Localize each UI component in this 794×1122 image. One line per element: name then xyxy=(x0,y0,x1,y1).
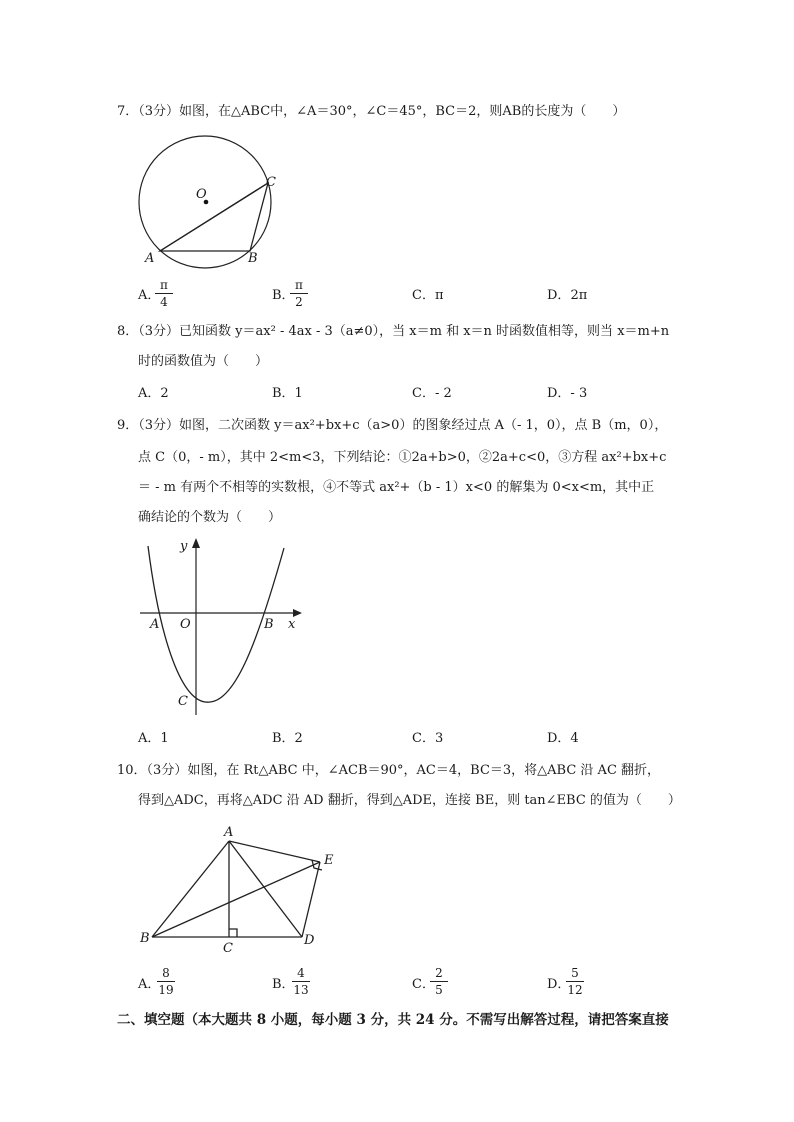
section-2-heading: 二、填空题（本大题共 8 小题，每小题 3 分，共 24 分。不需写出解答过程，请把答案直接 xyxy=(117,1012,669,1028)
q10-option-c-letter: C． xyxy=(412,977,435,992)
label-y: y xyxy=(180,539,188,554)
q9-option-a: A．1 xyxy=(138,731,169,746)
q7-option-b-letter: B． xyxy=(272,288,295,303)
q10-option-b-frac: 4 13 xyxy=(293,966,309,997)
label-x: x xyxy=(288,617,296,632)
q8-stem-1: 8．（3分）已知函数 y＝ax² - 4ax - 3（a≠0），当 x＝m 和 x＝n 时函数值相等，则当 x＝m+n xyxy=(117,324,670,339)
label-a: A xyxy=(145,251,155,266)
label-a: A xyxy=(150,617,160,632)
right-angle-c xyxy=(229,929,237,937)
q10-stem-1: 10．（3分）如图，在 Rt△ABC 中，∠ACB＝90°，AC＝4，BC＝3，将△ABC 沿 AC 翻折， xyxy=(117,763,661,778)
label-b: B xyxy=(140,931,150,946)
q8-option-a: A．2 xyxy=(138,386,169,401)
q10-option-a-letter: A． xyxy=(138,977,161,992)
q9-stem-3: ＝ - m 有两个不相等的实数根，④不等式 ax²+（b - 1）x<0 的解集为 0<x<m，其中正 xyxy=(138,480,655,495)
q10-option-b-letter: B． xyxy=(272,977,295,992)
label-a: A xyxy=(224,825,234,840)
q9-stem-2: 点 C（0，- m），其中 2<m<3，下列结论：①2a+b>0，②2a+c<0，③方程 ax²+bx+c xyxy=(138,450,667,465)
q8-option-c: C．- 2 xyxy=(412,386,452,401)
q10-stem-2: 得到△ADC，再将△ADC 沿 AD 翻折，得到△ADE，连接 BE，则 tan∠EBC 的值为（ ） xyxy=(138,793,681,808)
label-o: O xyxy=(196,187,207,202)
q10-option-c-frac: 2 5 xyxy=(428,966,450,997)
q7-option-c: C．π xyxy=(412,288,444,303)
q7-option-a-frac: π 4 xyxy=(153,278,175,309)
q9-stem-4: 确结论的个数为（ ） xyxy=(138,510,282,525)
segment-de xyxy=(302,862,320,937)
label-c: C xyxy=(266,175,276,190)
segment-be xyxy=(152,862,320,937)
q10-option-d-letter: D． xyxy=(547,977,571,992)
label-o: O xyxy=(180,617,191,632)
q7-option-b-frac: π 2 xyxy=(288,278,310,309)
q8-option-d: D．- 3 xyxy=(547,386,588,401)
label-c: C xyxy=(178,694,188,709)
q7-stem: 7．（3分）如图，在△ABC中，∠A＝30°，∠C＝45°，BC＝2，则AB的长度为（ ） xyxy=(117,104,626,119)
segment-ab xyxy=(152,841,229,937)
q8-stem-2: 时的函数值为（ ） xyxy=(138,354,269,369)
label-c: C xyxy=(223,941,233,956)
q7-option-a-letter: A． xyxy=(138,288,161,303)
q10-option-d-frac: 5 12 xyxy=(567,966,583,997)
q9-option-c: C．3 xyxy=(412,731,444,746)
label-b: B xyxy=(264,617,274,632)
label-d: D xyxy=(304,933,315,948)
label-b: B xyxy=(248,251,258,266)
q7-option-d: D．2π xyxy=(547,288,588,303)
q9-option-b: B．2 xyxy=(272,731,303,746)
label-e: E xyxy=(324,853,334,868)
q9-stem-1: 9．（3分）如图，二次函数 y＝ax²+bx+c（a>0）的图象经过点 A（- 1，0），点 B（m，0）， xyxy=(117,418,668,433)
q9-option-d: D．4 xyxy=(547,731,579,746)
q10-option-a-frac: 8 19 xyxy=(158,966,174,997)
q8-option-b: B．1 xyxy=(272,386,303,401)
